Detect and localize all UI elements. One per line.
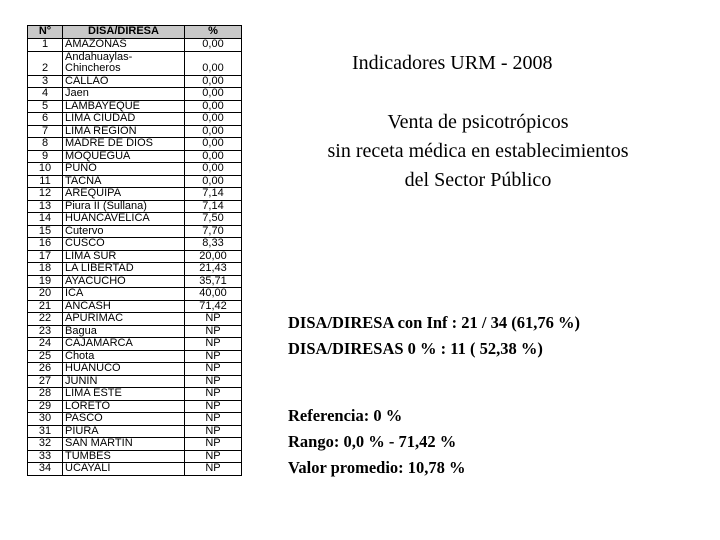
row-disa: PASCO	[63, 413, 185, 426]
average-line: Valor promedio: 10,78 %	[288, 458, 466, 477]
row-percent: 0,00	[185, 75, 242, 88]
table-row	[28, 400, 242, 413]
table-row	[28, 363, 242, 376]
row-disa: LIMA CIUDAD	[63, 113, 185, 126]
row-disa: Piura II (Sullana)	[63, 200, 185, 213]
row-percent: 8,33	[185, 238, 242, 251]
row-percent: NP	[185, 388, 242, 401]
table-row	[28, 425, 242, 438]
row-number: 3	[28, 75, 63, 88]
table-row	[28, 88, 242, 101]
row-percent: 40,00	[185, 288, 242, 301]
table-row	[28, 463, 242, 476]
row-disa: Chota	[63, 350, 185, 363]
table-row	[28, 288, 242, 301]
row-percent: NP	[185, 463, 242, 476]
row-disa: TACNA	[63, 175, 185, 188]
row-number: 22	[28, 313, 63, 326]
row-percent: NP	[185, 350, 242, 363]
row-percent: 20,00	[185, 250, 242, 263]
row-disa: CALLAO	[63, 75, 185, 88]
table-row	[28, 100, 242, 113]
table-row	[28, 138, 242, 151]
row-percent: 0,00	[185, 138, 242, 151]
row-number: 17	[28, 250, 63, 263]
subtitle-line: del Sector Público	[404, 169, 552, 191]
row-percent: NP	[185, 338, 242, 351]
row-disa: LAMBAYEQUE	[63, 100, 185, 113]
row-disa: ICA	[63, 288, 185, 301]
reference-block	[288, 403, 466, 481]
row-disa: PUNO	[63, 163, 185, 176]
table-row	[28, 150, 242, 163]
row-percent: 0,00	[185, 150, 242, 163]
table-row	[28, 51, 242, 75]
row-number: 14	[28, 213, 63, 226]
row-disa: TUMBES	[63, 450, 185, 463]
row-number: 9	[28, 150, 63, 163]
row-percent: 0,00	[185, 51, 242, 75]
row-number: 31	[28, 425, 63, 438]
page-title: Indicadores URM - 2008	[352, 52, 553, 74]
row-disa: AMAZONAS	[63, 39, 185, 52]
row-number: 4	[28, 88, 63, 101]
row-disa: MOQUEGUA	[63, 150, 185, 163]
row-percent: 7,14	[185, 200, 242, 213]
row-number: 18	[28, 263, 63, 276]
row-number: 32	[28, 438, 63, 451]
row-percent: 0,00	[185, 39, 242, 52]
reference-line: Referencia: 0 %	[288, 406, 403, 425]
row-number: 19	[28, 275, 63, 288]
table-row	[28, 250, 242, 263]
row-disa: Cutervo	[63, 225, 185, 238]
table-row	[28, 375, 242, 388]
row-disa: HUANUCO	[63, 363, 185, 376]
row-number: 6	[28, 113, 63, 126]
row-disa: PIURA	[63, 425, 185, 438]
table-row	[28, 225, 242, 238]
table-row	[28, 175, 242, 188]
row-number: 5	[28, 100, 63, 113]
stats-block	[288, 310, 580, 362]
stats-line: DISA/DIRESA con Inf : 21 / 34 (61,76 %)	[288, 313, 580, 332]
row-number: 11	[28, 175, 63, 188]
row-percent: NP	[185, 438, 242, 451]
table-row	[28, 163, 242, 176]
table-row	[28, 438, 242, 451]
row-percent: NP	[185, 325, 242, 338]
row-disa: LIMA ESTE	[63, 388, 185, 401]
row-percent: NP	[185, 400, 242, 413]
row-number: 24	[28, 338, 63, 351]
row-percent: NP	[185, 313, 242, 326]
row-disa: Andahuaylas- Chincheros	[63, 51, 185, 75]
header-percent: %	[185, 26, 242, 39]
row-disa: SAN MARTIN	[63, 438, 185, 451]
row-percent: NP	[185, 450, 242, 463]
table-body	[28, 39, 242, 476]
row-disa: APURIMAC	[63, 313, 185, 326]
row-number: 23	[28, 325, 63, 338]
row-disa: LA LIBERTAD	[63, 263, 185, 276]
row-disa: AREQUIPA	[63, 188, 185, 201]
row-percent: 71,42	[185, 300, 242, 313]
table-row	[28, 263, 242, 276]
range-line: Rango: 0,0 % - 71,42 %	[288, 432, 457, 451]
row-disa: LIMA SUR	[63, 250, 185, 263]
row-percent: 0,00	[185, 113, 242, 126]
row-percent: 7,50	[185, 213, 242, 226]
row-percent: NP	[185, 363, 242, 376]
table-row	[28, 338, 242, 351]
row-percent: 0,00	[185, 175, 242, 188]
row-number: 28	[28, 388, 63, 401]
disa-table-container	[27, 25, 247, 476]
table-row	[28, 325, 242, 338]
row-number: 33	[28, 450, 63, 463]
row-percent: 7,70	[185, 225, 242, 238]
row-number: 30	[28, 413, 63, 426]
table-row	[28, 113, 242, 126]
row-number: 25	[28, 350, 63, 363]
row-disa: CUSCO	[63, 238, 185, 251]
row-number: 34	[28, 463, 63, 476]
table-row	[28, 313, 242, 326]
header-number: N°	[28, 26, 63, 39]
header-disa: DISA/DIRESA	[63, 26, 185, 39]
row-disa: AYACUCHO	[63, 275, 185, 288]
row-number: 13	[28, 200, 63, 213]
row-percent: 21,43	[185, 263, 242, 276]
table-row	[28, 350, 242, 363]
row-percent: 7,14	[185, 188, 242, 201]
subtitle	[278, 108, 678, 195]
table-row	[28, 388, 242, 401]
table-row	[28, 188, 242, 201]
row-number: 10	[28, 163, 63, 176]
table-header-row	[28, 26, 242, 39]
row-disa: LIMA REGION	[63, 125, 185, 138]
row-number: 27	[28, 375, 63, 388]
row-number: 2	[28, 51, 63, 75]
row-percent: NP	[185, 375, 242, 388]
row-number: 29	[28, 400, 63, 413]
table-row	[28, 275, 242, 288]
row-disa: Jaen	[63, 88, 185, 101]
row-percent: NP	[185, 425, 242, 438]
row-number: 8	[28, 138, 63, 151]
row-disa: MADRE DE DIOS	[63, 138, 185, 151]
row-disa: UCAYALI	[63, 463, 185, 476]
table-row	[28, 450, 242, 463]
disa-table	[27, 25, 242, 476]
row-percent: 0,00	[185, 125, 242, 138]
row-number: 21	[28, 300, 63, 313]
row-percent: 0,00	[185, 88, 242, 101]
row-number: 7	[28, 125, 63, 138]
table-row	[28, 300, 242, 313]
stats-line: DISA/DIRESAS 0 % : 11 ( 52,38 %)	[288, 339, 543, 358]
table-row	[28, 200, 242, 213]
row-percent: NP	[185, 413, 242, 426]
row-disa: ANCASH	[63, 300, 185, 313]
row-disa: Bagua	[63, 325, 185, 338]
row-number: 26	[28, 363, 63, 376]
row-disa: LORETO	[63, 400, 185, 413]
row-percent: 35,71	[185, 275, 242, 288]
row-number: 12	[28, 188, 63, 201]
table-row	[28, 413, 242, 426]
table-row	[28, 213, 242, 226]
row-number: 15	[28, 225, 63, 238]
table-row	[28, 125, 242, 138]
row-disa: HUANCAVELICA	[63, 213, 185, 226]
row-number: 16	[28, 238, 63, 251]
row-percent: 0,00	[185, 100, 242, 113]
row-disa: CAJAMARCA	[63, 338, 185, 351]
row-disa: JUNIN	[63, 375, 185, 388]
subtitle-line: Venta de psicotrópicos	[387, 111, 569, 133]
row-percent: 0,00	[185, 163, 242, 176]
table-row	[28, 39, 242, 52]
row-number: 1	[28, 39, 63, 52]
table-row	[28, 238, 242, 251]
table-row	[28, 75, 242, 88]
subtitle-line: sin receta médica en establecimientos	[327, 140, 629, 162]
row-number: 20	[28, 288, 63, 301]
